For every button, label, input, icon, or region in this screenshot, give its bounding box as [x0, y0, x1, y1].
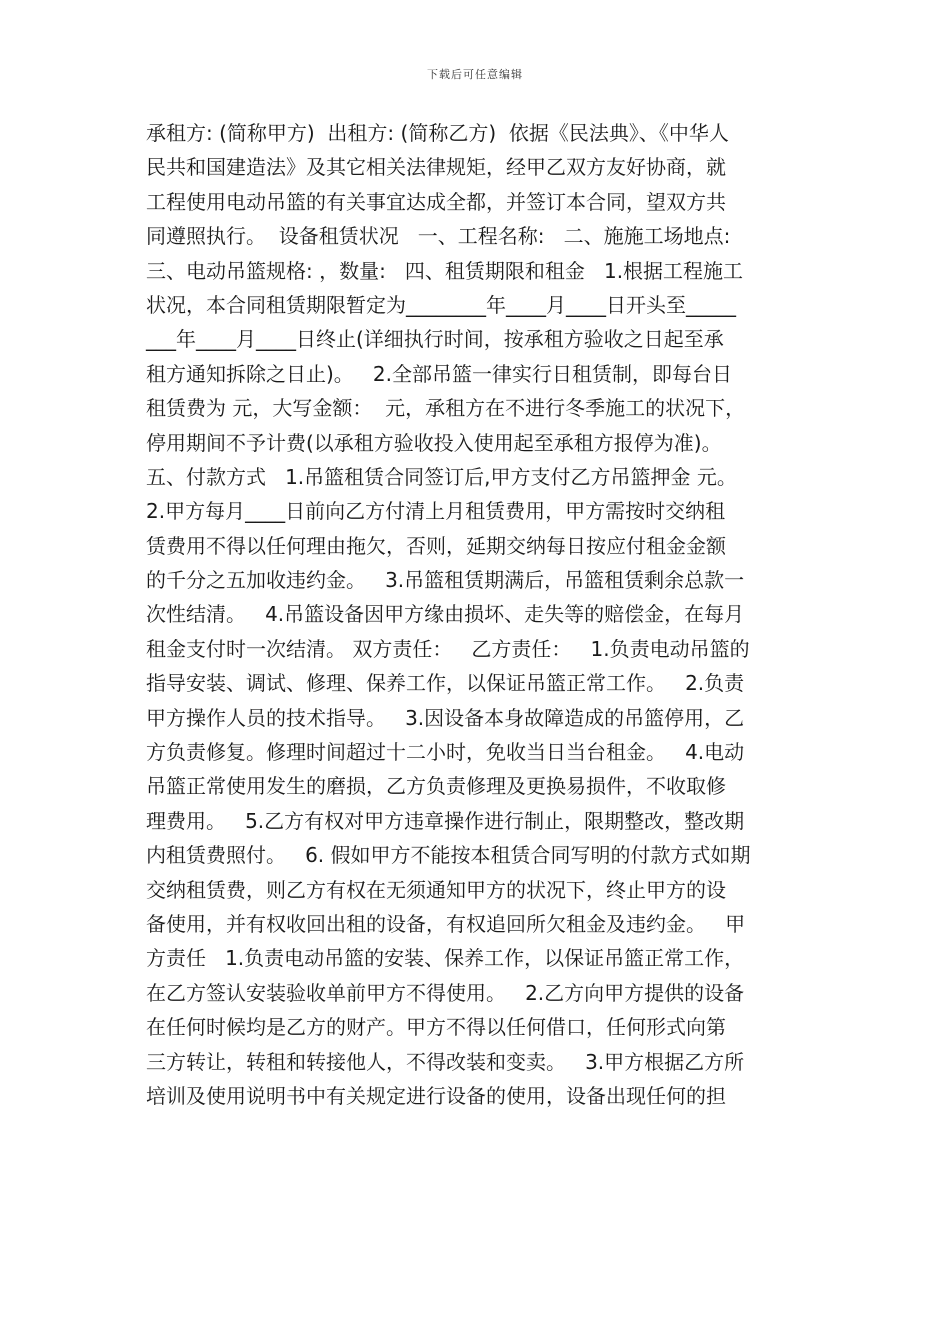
- body-line: 三、电动吊篮规格: ，数量: 四、租赁期限和租金 1.根据工程施工: [146, 258, 744, 283]
- body-line: 指导安装、调试、修理、保养工作，以保证吊篮正常工作。 2.负责: [146, 671, 745, 696]
- body-line: 方责任 1.负责电动吊篮的安装、保养工作，以保证吊篮正常工作，: [146, 946, 745, 971]
- body-line: 状况，本合同租赁期限暂定为________年____月____日开头至_____: [146, 292, 736, 317]
- body-line: 内租赁费照付。 6. 假如甲方不能按本租赁合同写明的付款方式如期: [146, 843, 751, 868]
- body-line: 租方通知拆除之日止)。 2.全部吊篮一律实行日租赁制，即每台日: [146, 361, 732, 386]
- body-line: 的千分之五加收违约金。 3.吊篮租赁期满后，吊篮租赁剩余总款一: [146, 568, 745, 593]
- body-line: 在乙方签认安装验收单前甲方不得使用。 2.乙方向甲方提供的设备: [146, 980, 745, 1005]
- body-line: 三方转让，转租和转接他人，不得改装和变卖。 3.甲方根据乙方所: [146, 1049, 745, 1074]
- body-line: 交纳租赁费，则乙方有权在无须通知甲方的状况下，终止甲方的设: [146, 877, 726, 902]
- body-line: 吊篮正常使用发生的磨损，乙方负责修理及更换易损件，不收取修: [146, 774, 726, 799]
- page-header-note: 下载后可任意编辑: [427, 68, 523, 81]
- body-line: 培训及使用说明书中有关规定进行设备的使用，设备出现任何的担: [146, 1083, 726, 1108]
- body-line: 2.甲方每月____日前向乙方付清上月租赁费用，甲方需按时交纳租: [146, 499, 726, 524]
- body-line: 理费用。 5.乙方有权对甲方违章操作进行制止，限期整改，整改期: [146, 808, 745, 833]
- body-line: 备使用，并有权收回出租的设备，有权追回所欠租金及违约金。 甲: [146, 911, 746, 936]
- body-line: 次性结清。 4.吊篮设备因甲方缘由损坏、走失等的赔偿金，在每月: [146, 602, 745, 627]
- body-line: 工程使用电动吊篮的有关事宜达成全都，并签订本合同，望双方共: [146, 189, 726, 214]
- body-line: 租赁费为 元，大写金额： 元，承租方在不进行冬季施工的状况下，: [146, 396, 746, 421]
- body-line: 承租方: (简称甲方) 出租方: (简称乙方) 依据《民法典》、《中华人: [146, 121, 729, 145]
- body-line: 五、付款方式 1.吊篮租赁合同签订后,甲方支付乙方吊篮押金 元。: [146, 464, 737, 489]
- body-line: 在任何时候均是乙方的财产。甲方不得以任何借口，任何形式向第: [146, 1015, 726, 1040]
- body-line: 民共和国建造法》及其它相关法律规矩，经甲乙双方友好协商，就: [146, 155, 726, 180]
- body-line: 停用期间不予计费(以承租方验收投入使用起至承租方报停为准)。: [146, 430, 722, 455]
- body-line: 赁费用不得以任何理由拖欠，否则，延期交纳每日按应付租金金额: [146, 533, 726, 558]
- body-line: 租金支付时一次结清。 双方责任： 乙方责任： 1.负责电动吊篮的: [146, 636, 750, 661]
- document-body: [146, 116, 810, 1113]
- body-line: 同遵照执行。 设备租赁状况 一、工程名称: 二、施施工场地点:: [146, 224, 731, 249]
- body-line: 方负责修复。修理时间超过十二小时，免收当日当台租金。 4.电动: [146, 740, 745, 765]
- body-line: ___年____月____日终止(详细执行时间，按承租方验收之日起至承: [146, 327, 724, 352]
- body-line: 甲方操作人员的技术指导。 3.因设备本身故障造成的吊篮停用，乙: [146, 705, 745, 730]
